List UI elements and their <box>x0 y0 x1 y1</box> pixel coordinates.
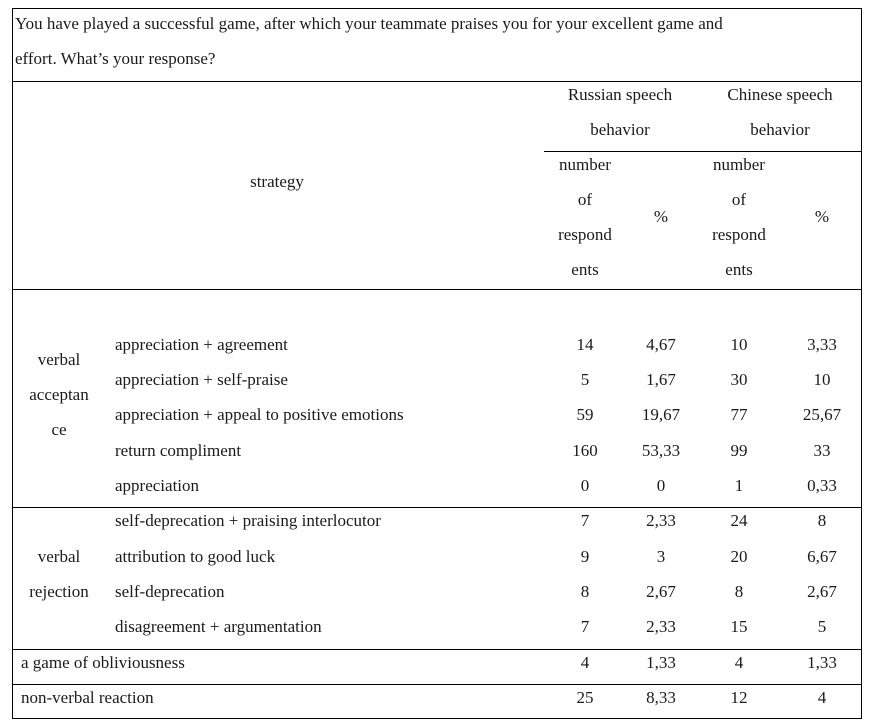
header-ru-respondents-3: respond <box>558 225 612 244</box>
header-russian-line-1: Russian speech <box>567 85 673 104</box>
rule-below-header <box>12 289 862 290</box>
cn-count: 20 <box>730 547 748 566</box>
table-frame <box>12 8 862 719</box>
cn-count: 1 <box>734 476 744 495</box>
row-label: return compliment <box>115 441 242 460</box>
ru-count: 9 <box>580 547 590 566</box>
cn-percent: 1,33 <box>807 653 837 672</box>
ru-count: 7 <box>580 511 590 530</box>
rule-below-group-headers <box>544 151 862 152</box>
row-label: a game of obliviousness <box>21 653 185 672</box>
header-ru-percent: % <box>653 207 669 226</box>
row-label: appreciation + appeal to positive emotions <box>115 405 404 424</box>
rule-below-acceptance <box>12 507 862 508</box>
header-ru-respondents-4: ents <box>571 260 599 279</box>
cn-percent: 0,33 <box>807 476 837 495</box>
ru-count: 160 <box>572 441 598 460</box>
row-label: appreciation <box>115 476 200 495</box>
ru-percent: 53,33 <box>641 441 681 460</box>
cn-count: 77 <box>730 405 748 424</box>
ru-percent: 8,33 <box>646 688 676 707</box>
row-label: non-verbal reaction <box>21 688 154 707</box>
cn-percent: 6,67 <box>807 547 837 566</box>
ru-percent: 4,67 <box>646 335 676 354</box>
group-acceptance-line-2: acceptan <box>29 385 89 404</box>
cn-count: 15 <box>730 617 748 636</box>
ru-count: 14 <box>576 335 594 354</box>
header-russian-line-2: behavior <box>590 120 650 139</box>
header-cn-respondents-1: number <box>713 155 765 174</box>
header-cn-respondents-3: respond <box>712 225 766 244</box>
rule-below-question <box>12 81 862 82</box>
cn-percent: 33 <box>813 441 831 460</box>
cn-count: 4 <box>734 653 744 672</box>
row-label: self-deprecation + praising interlocutor <box>115 511 381 530</box>
header-cn-respondents-4: ents <box>725 260 753 279</box>
ru-count: 25 <box>576 688 594 707</box>
rule-below-rejection <box>12 649 862 650</box>
group-rejection-line-2: rejection <box>29 582 89 601</box>
cn-percent: 4 <box>817 688 827 707</box>
question-line-1: You have played a successful game, after which your teammate praises you for your excellent game and <box>15 14 723 33</box>
header-chinese-line-1: Chinese speech <box>727 85 833 104</box>
ru-count: 7 <box>580 617 590 636</box>
row-label: appreciation + agreement <box>115 335 288 354</box>
row-label: disagreement + argumentation <box>115 617 322 636</box>
ru-count: 5 <box>580 370 590 389</box>
ru-percent: 2,33 <box>646 617 676 636</box>
header-ru-respondents-1: number <box>559 155 611 174</box>
ru-percent: 0 <box>656 476 666 495</box>
cn-percent: 25,67 <box>802 405 842 424</box>
ru-percent: 1,67 <box>646 370 676 389</box>
cn-percent: 10 <box>813 370 831 389</box>
ru-count: 4 <box>580 653 590 672</box>
row-label: appreciation + self-praise <box>115 370 288 389</box>
header-cn-percent: % <box>814 207 830 226</box>
cn-count: 10 <box>730 335 748 354</box>
ru-percent: 19,67 <box>641 405 681 424</box>
row-label: attribution to good luck <box>115 547 276 566</box>
header-chinese-line-2: behavior <box>750 120 810 139</box>
cn-percent: 8 <box>817 511 827 530</box>
ru-percent: 2,33 <box>646 511 676 530</box>
ru-percent: 3 <box>656 547 666 566</box>
cn-count: 12 <box>730 688 748 707</box>
ru-count: 0 <box>580 476 590 495</box>
group-rejection-line-1: verbal <box>37 547 81 566</box>
ru-count: 8 <box>580 582 590 601</box>
cn-percent: 3,33 <box>807 335 837 354</box>
header-strategy: strategy <box>250 172 304 191</box>
header-cn-respondents-2: of <box>731 190 747 209</box>
cn-count: 99 <box>730 441 748 460</box>
cn-percent: 5 <box>817 617 827 636</box>
cn-percent: 2,67 <box>807 582 837 601</box>
group-acceptance-line-1: verbal <box>37 350 81 369</box>
header-ru-respondents-2: of <box>577 190 593 209</box>
row-label: self-deprecation <box>115 582 225 601</box>
group-acceptance-line-3: ce <box>51 420 67 439</box>
ru-percent: 2,67 <box>646 582 676 601</box>
ru-percent: 1,33 <box>646 653 676 672</box>
rule-below-oblivious <box>12 684 862 685</box>
ru-count: 59 <box>576 405 594 424</box>
cn-count: 8 <box>734 582 744 601</box>
question-line-2: effort. What’s your response? <box>15 49 216 68</box>
cn-count: 24 <box>730 511 748 530</box>
cn-count: 30 <box>730 370 748 389</box>
